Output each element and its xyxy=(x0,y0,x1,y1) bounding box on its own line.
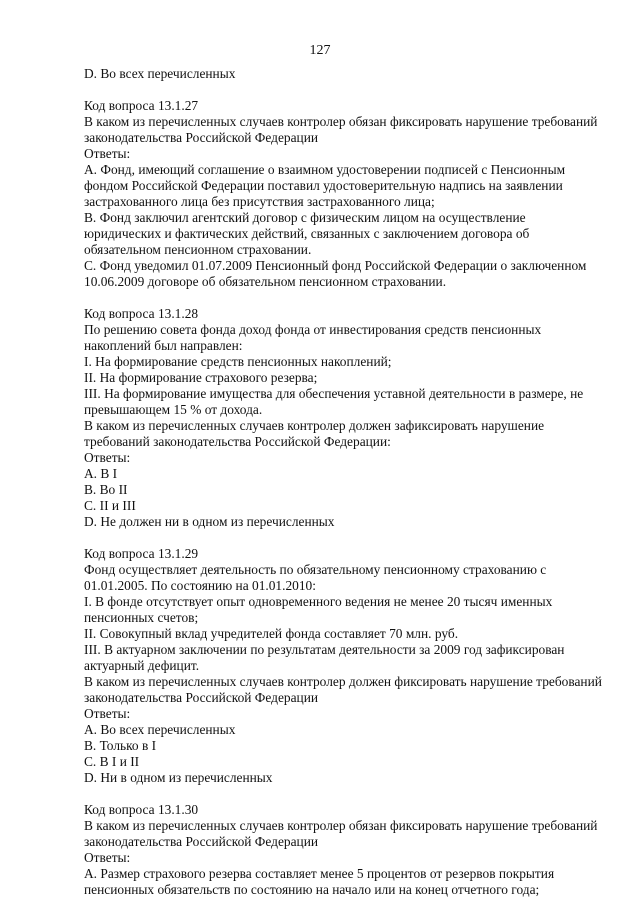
text-line: законодательства Российской Федерации xyxy=(84,834,319,849)
text-line: С. Фонд уведомил 01.07.2009 Пенсионный фонд Российской Федерации о заключенном xyxy=(84,258,587,273)
text-line: юридических и фактических действий, связанных с заключением договора об xyxy=(84,226,530,241)
paragraph-gap xyxy=(84,290,574,306)
text-line: III. В актуарном заключении по результатам деятельности за 2009 год зафиксирован xyxy=(84,642,565,657)
document-body xyxy=(84,66,602,898)
text-line: законодательства Российской Федерации xyxy=(84,130,319,145)
text-line: III. На формирование имущества для обеспечения уставной деятельности в размере, не xyxy=(84,386,584,401)
text-line: превышающем 15 % от дохода. xyxy=(84,402,263,417)
text-line: 10.06.2009 договоре об обязательном пенсионном страховании. xyxy=(84,274,447,289)
text-line: А. Размер страхового резерва составляет менее 5 процентов от резервов покрытия xyxy=(84,866,555,881)
text-line: II. На формирование страхового резерва; xyxy=(84,370,318,385)
text-line: В каком из перечисленных случаев контролер должен зафиксировать нарушение xyxy=(84,418,545,433)
answers-label: Ответы: xyxy=(84,146,131,161)
text-line: требований законодательства Российской Федерации: xyxy=(84,434,391,449)
text-line: В. Фонд заключил агентский договор с физическим лицом на осуществление xyxy=(84,210,526,225)
text-line: D. Ни в одном из перечисленных xyxy=(84,770,273,785)
answers-label: Ответы: xyxy=(84,450,131,465)
text-line: фондом Российской Федерации поставил удостоверительную надпись на заявлении xyxy=(84,178,563,193)
text-line: С. II и III xyxy=(84,498,136,513)
answers-label: Ответы: xyxy=(84,706,131,721)
text-line: обязательном пенсионном страховании. xyxy=(84,242,312,257)
text-line: пенсионных счетов; xyxy=(84,610,199,625)
text-line: D. Не должен ни в одном из перечисленных xyxy=(84,514,335,529)
text-line: По решению совета фонда доход фонда от инвестирования средств пенсионных xyxy=(84,322,542,337)
paragraph-gap xyxy=(84,82,574,98)
text-line: 01.01.2005. По состоянию на 01.01.2010: xyxy=(84,578,316,593)
paragraph-gap xyxy=(84,530,574,546)
text-line: I. В фонде отсутствует опыт одновременного ведения не менее 20 тысяч именных xyxy=(84,594,553,609)
question-code: Код вопроса 13.1.28 xyxy=(84,306,199,321)
question-code: Код вопроса 13.1.27 xyxy=(84,98,199,113)
text-line: I. На формирование средств пенсионных накоплений; xyxy=(84,354,392,369)
question-code: Код вопроса 13.1.29 xyxy=(84,546,199,561)
text-line: В каком из перечисленных случаев контролер обязан фиксировать нарушение требований xyxy=(84,114,598,129)
text-line: В каком из перечисленных случаев контролер обязан фиксировать нарушение требований xyxy=(84,818,598,833)
text-line: актуарный дефицит. xyxy=(84,658,200,673)
text-line: С. В I и II xyxy=(84,754,140,769)
text-line: II. Совокупный вклад учредителей фонда составляет 70 млн. руб. xyxy=(84,626,459,641)
paragraph-gap xyxy=(84,786,574,802)
answers-label: Ответы: xyxy=(84,850,131,865)
text-line: Фонд осуществляет деятельность по обязательному пенсионному страхованию с xyxy=(84,562,547,577)
text-line: В каком из перечисленных случаев контролер должен фиксировать нарушение требований xyxy=(84,674,602,689)
page-number: 127 xyxy=(309,43,331,58)
text-line: А. Фонд, имеющий соглашение о взаимном удостоверении подписей с Пенсионным xyxy=(84,162,566,177)
text-line: А. В I xyxy=(84,466,118,481)
text-line: В. Во II xyxy=(84,482,128,497)
text-line: D. Во всех перечисленных xyxy=(84,66,236,81)
text-line: застрахованного лица без присутствия застрахованного лица; xyxy=(84,194,435,209)
question-code: Код вопроса 13.1.30 xyxy=(84,802,199,817)
text-line: пенсионных обязательств по состоянию на начало или на конец отчетного года; xyxy=(84,882,540,897)
text-line: накоплений был направлен: xyxy=(84,338,243,353)
text-line: А. Во всех перечисленных xyxy=(84,722,236,737)
text-line: законодательства Российской Федерации xyxy=(84,690,319,705)
text-line: В. Только в I xyxy=(84,738,157,753)
